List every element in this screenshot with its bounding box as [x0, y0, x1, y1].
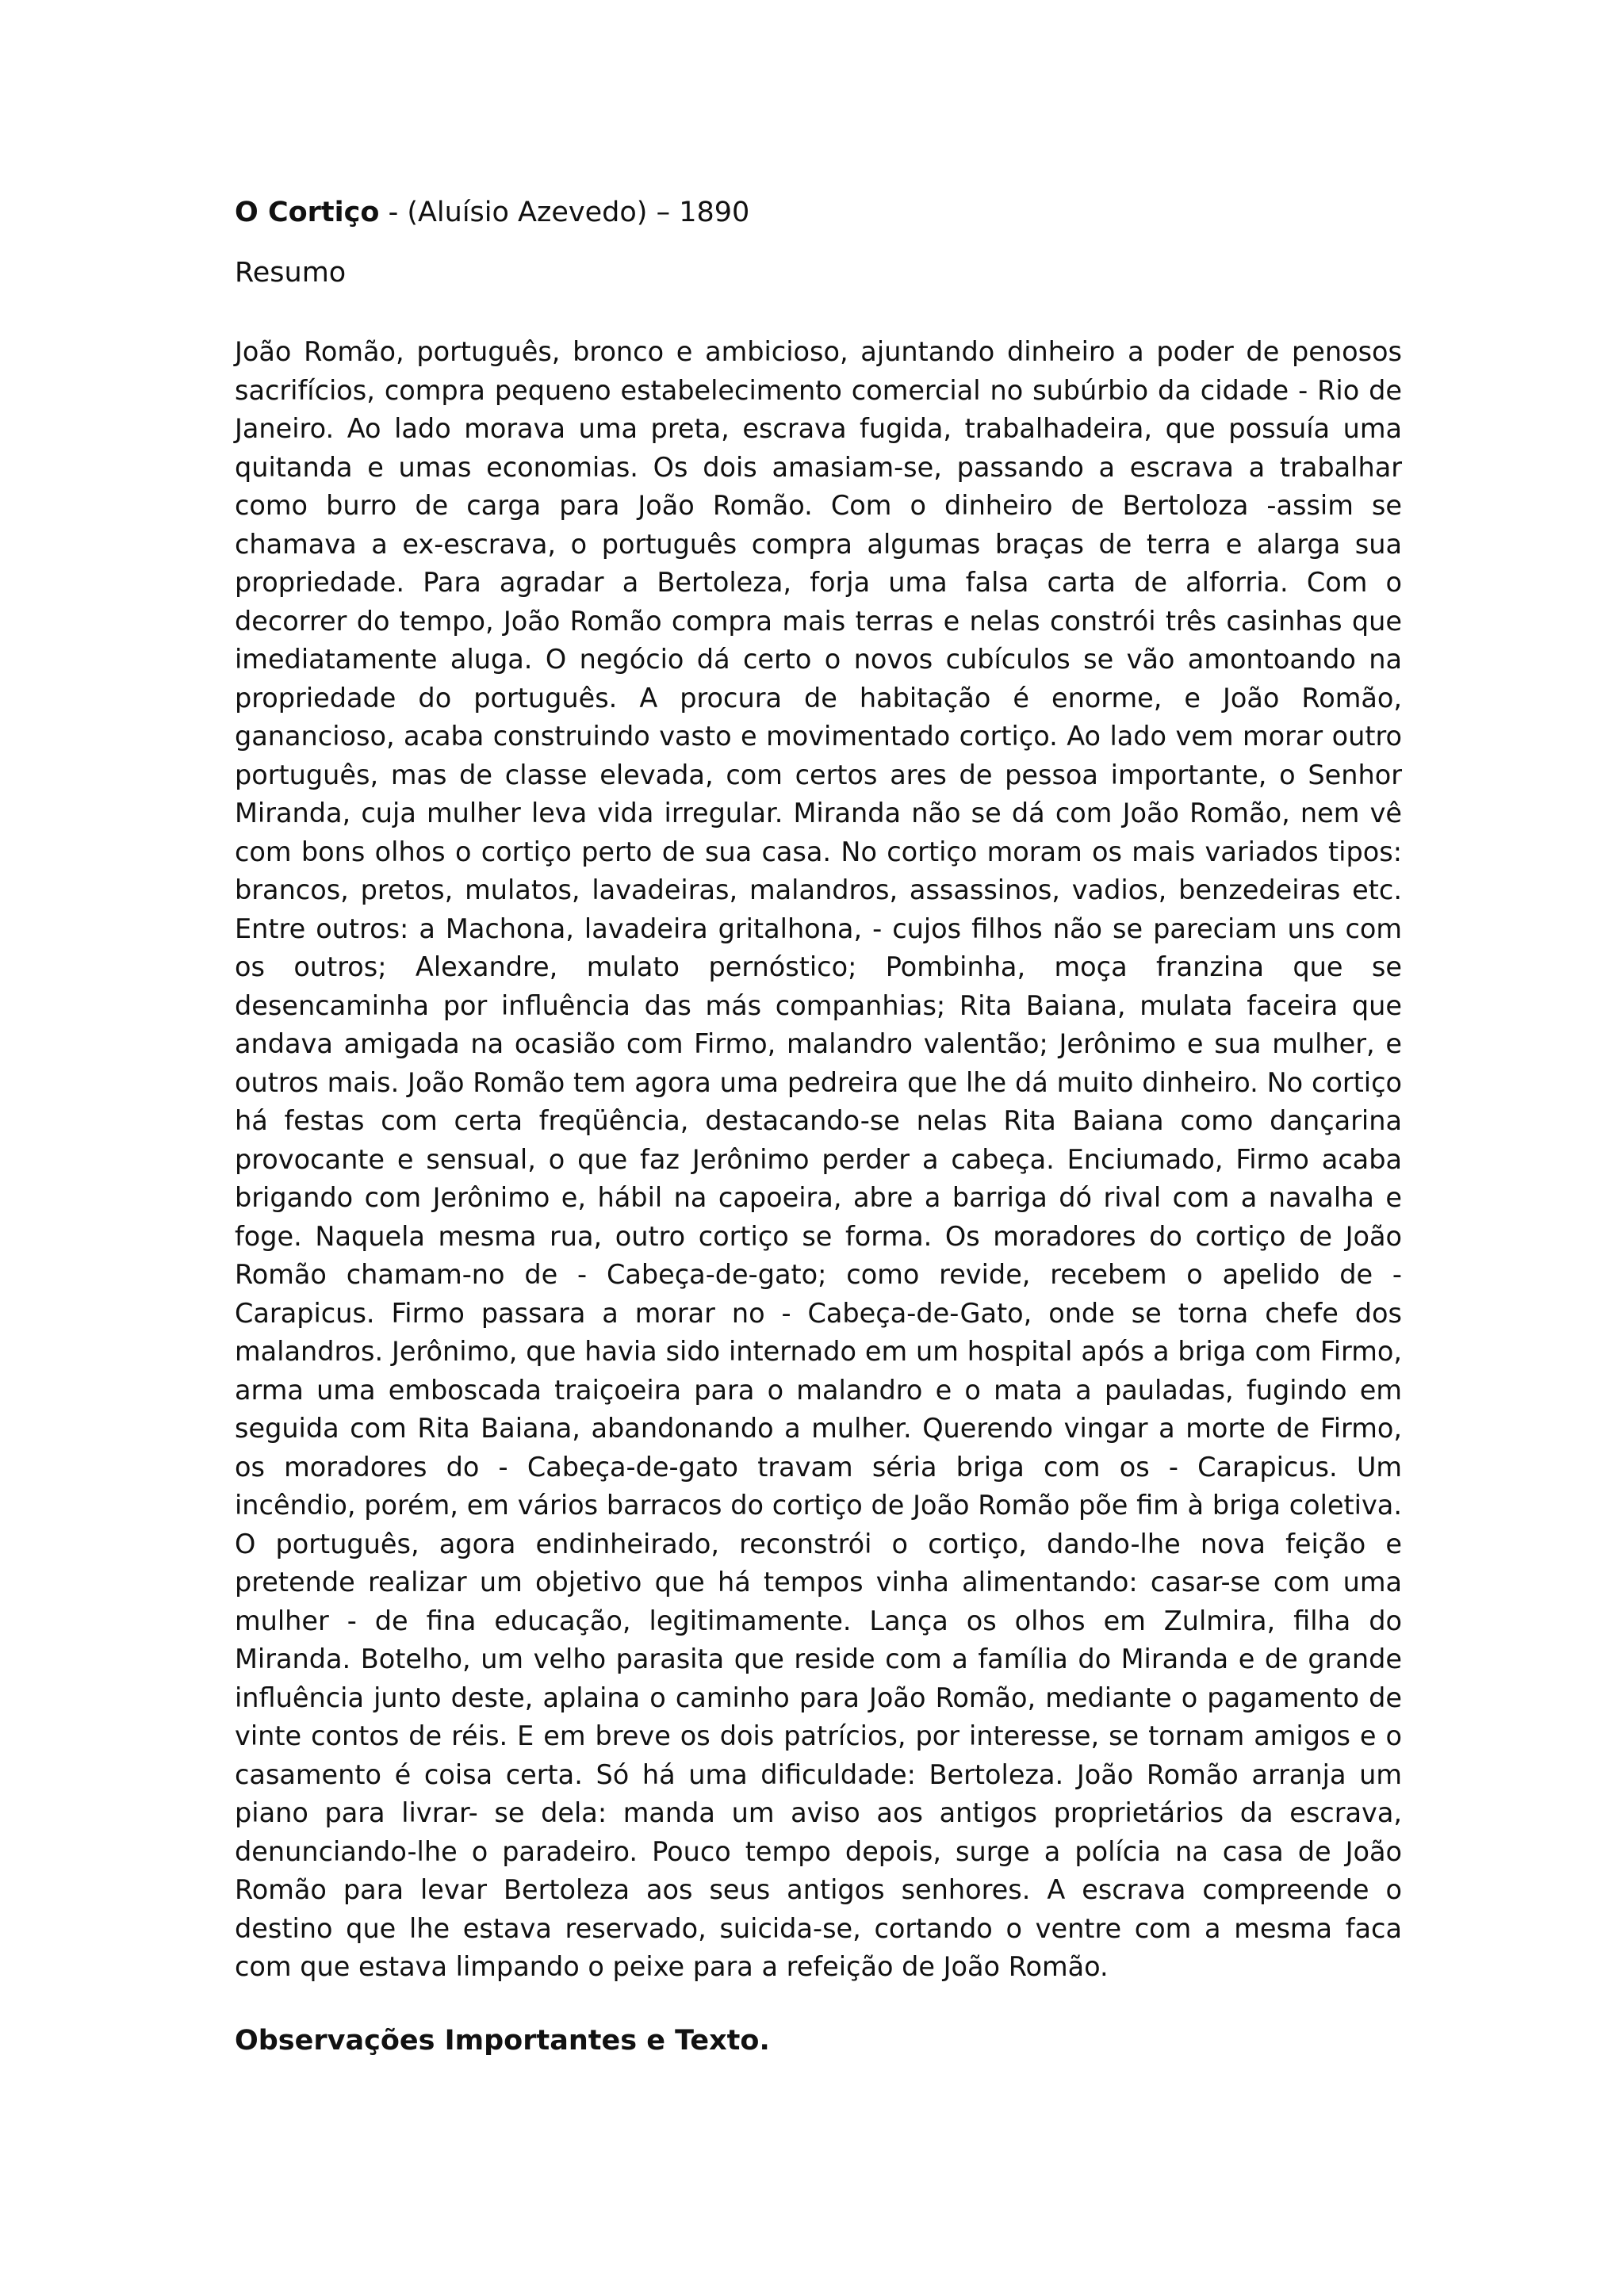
- document-title: O Cortiço: [235, 197, 380, 228]
- summary-paragraph: João Romão, português, bronco e ambicioso, ajuntando dinheiro a poder de penosos sacrifícios, compra pequeno estabelecimento comercial no subúrbio da cidade - Rio de Janeiro. Ao lado morava uma preta, escrava fugida, trabalhadeira, que possuía uma quitanda e umas economias. Os dois amasiam-se, passando a escrava a trabalhar como burro de carga para João Romão. Com o dinheiro de Bertoloza -assim se chamava a ex-escrava, o português compra algumas braças de terra e alarga sua propriedade. Para agradar a Bertoleza, forja uma falsa carta de alforria. Com o decorrer do tempo, João Romão compra mais terras e nelas constrói três casinhas que imediatamente aluga. O negócio dá certo o novos cubículos se vão amontoando na propriedade do português. A procura de habitação é enorme, e João Romão, ganancioso, acaba construindo vasto e movimentado cortiço. Ao lado vem morar outro português, mas de classe elevada, com certos ares de pessoa importante, o Senhor Miranda, cuja mulher leva vida irregular. Miranda não se dá com João Romão, nem vê com bons olhos o cortiço perto de sua casa. No cortiço moram os mais variados tipos: brancos, pretos, mulatos, lavadeiras, malandros, assassinos, vadios, benzedeiras etc. Entre outros: a Machona, lavadeira gritalhona, - cujos filhos não se pareciam uns com os outros; Alexandre, mulato pernóstico; Pombinha, moça franzina que se desencaminha por influência das más companhias; Rita Baiana, mulata faceira que andava amigada na ocasião com Firmo, malandro valentão; Jerônimo e sua mulher, e outros mais. João Romão tem agora uma pedreira que lhe dá muito dinheiro. No cortiço há festas com certa freqüência, destacando-se nelas Rita Baiana como dançarina provocante e sensual, o que faz Jerônimo perder a cabeça. Enciumado, Firmo acaba brigando com Jerônimo e, hábil na capoeira, abre a barriga dó rival com a navalha e foge. Naquela mesma rua, outro cortiço se forma. Os moradores do cortiço de João Romão chamam-no de - Cabeça-de-gato; como revide, recebem o apelido de - Carapicus. Firmo passara a morar no - Cabeça-de-Gato, onde se torna chefe dos malandros. Jerônimo, que havia sido internado em um hospital após a briga com Firmo, arma uma emboscada traiçoeira para o malandro e o mata a pauladas, fugindo em seguida com Rita Baiana, abandonando a mulher. Querendo vingar a morte de Firmo, os moradores do - Cabeça-de-gato travam séria briga com os - Carapicus. Um incêndio, porém, em vários barracos do cortiço de João Romão põe fim à briga coletiva. O português, agora endinheirado, reconstrói o cortiço, dando-lhe nova feição e pretende realizar um objetivo que há tempos vinha alimentando: casar-se com uma mulher - de fina educação, legitimamente. Lança os olhos em Zulmira, filha do Miranda. Botelho, um velho parasita que reside com a família do Miranda e de grande influência junto deste, aplaina o caminho para João Romão, mediante o pagamento de vinte contos de réis. E em breve os dois patrícios, por interesse, se tornam amigos e o casamento é coisa certa. Só há uma dificuldade: Bertoleza. João Romão arranja um piano para livrar- se dela: manda um aviso aos antigos proprietários da escrava, denunciando-lhe o paradeiro. Pouco tempo depois, surge a polícia na casa de João Romão para levar Bertoleza aos seus antigos senhores. A escrava compreende o destino que lhe estava reservado, suicida-se, cortando o ventre com a mesma faca com que estava limpando o peixe para a refeição de João Romão.: [235, 336, 1402, 1982]
- document-title-line: [235, 190, 1402, 235]
- document-title-suffix: - (Aluísio Azevedo) – 1890: [379, 197, 750, 228]
- section-heading: Observações Importantes e Texto.: [235, 2024, 770, 2057]
- document-page: [235, 190, 1402, 2063]
- summary-heading: Resumo: [235, 257, 347, 289]
